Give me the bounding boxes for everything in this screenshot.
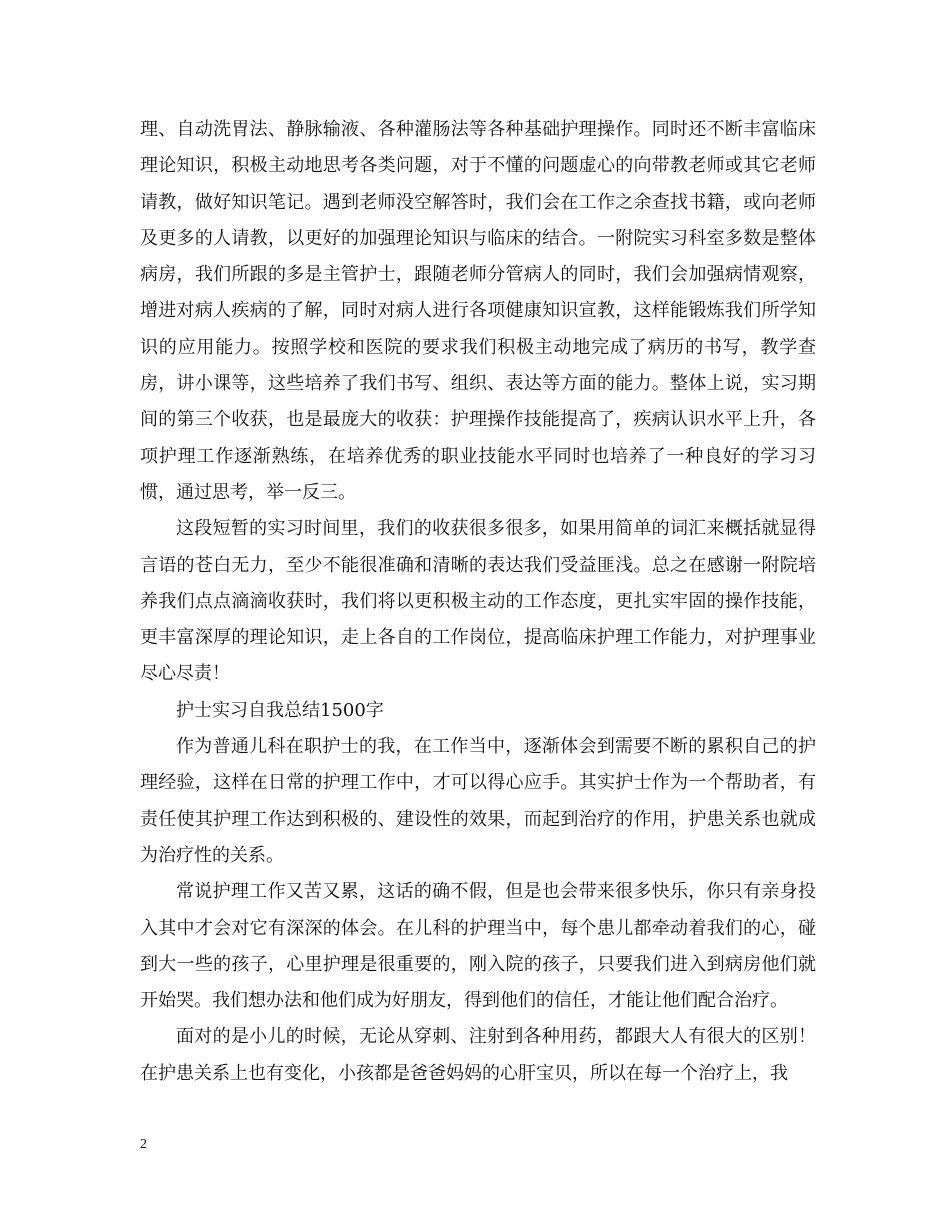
paragraph-1: 理、自动洗胃法、静脉输液、各种灌肠法等各种基础护理操作。同时还不断丰富临床理论知识，积极主动地思考各类问题，对于不懂的问题虚心的向带教老师或其它老师请教，做好知识笔记。遇到老师没空解答时，我们会在工作之余查找书籍，或向老师及更多的人请教，以更好的加强理论知识与临床的结合。一附院实习科室多数是整体病房，我们所跟的多是主管护士，跟随老师分管病人的同时，我们会加强病情观察，增进对病人疾病的了解，同时对病人进行各项健康知识宣教，这样能锻炼我们所学知识的应用能力。按照学校和医院的要求我们积极主动地完成了病历的书写，教学查房，讲小课等，这些培养了我们书写、组织、表达等方面的能力。整体上说，实习期间的第三个收获，也是最庞大的收获：护理操作技能提高了，疾病认识水平上升，各项护理工作逐渐熟练，在培养优秀的职业技能水平同时也培养了一种良好的学习习惯，通过思考，举一反三。 xyxy=(140,119,816,503)
document-body xyxy=(140,112,816,1092)
paragraph-4: 常说护理工作又苦又累，这话的确不假，但是也会带来很多快乐，你只有亲身投入其中才会对它有深深的体会。在儿科的护理当中，每个患儿都牵动着我们的心，碰到大一些的孩子，心里护理是很重要的，刚入院的孩子，只要我们进入到病房他们就开始哭。我们想办法和他们成为好朋友，得到他们的信任，才能让他们配合治疗。 xyxy=(140,881,816,1012)
page-number: 2 xyxy=(140,1137,147,1152)
paragraph-2: 这段短暂的实习时间里，我们的收获很多很多，如果用简单的词汇来概括就显得言语的苍白无力，至少不能很准确和清晰的表达我们受益匪浅。总之在感谢一附院培养我们点点滴滴收获时，我们将以更积极主动的工作态度，更扎实牢固的操作技能，更丰富深厚的理论知识，走上各自的工作岗位，提高临床护理工作能力，对护理事业尽心尽责！ xyxy=(140,518,816,685)
paragraph-3: 作为普通儿科在职护士的我，在工作当中，逐渐体会到需要不断的累积自己的护理经验，这样在日常的护理工作中，才可以得心应手。其实护士作为一个帮助者，有责任使其护理工作达到积极的、建设性的效果，而起到治疗的作用，护患关系也就成为治疗性的关系。 xyxy=(140,736,816,866)
section-heading: 护士实习自我总结1500字 xyxy=(176,699,384,721)
paragraph-5: 面对的是小儿的时候，无论从穿刺、注射到各种用药，都跟大人有很大的区别！在护患关系上也有变化，小孩都是爸爸妈妈的心肝宝贝，所以在每一个治疗上，我 xyxy=(140,1026,816,1084)
